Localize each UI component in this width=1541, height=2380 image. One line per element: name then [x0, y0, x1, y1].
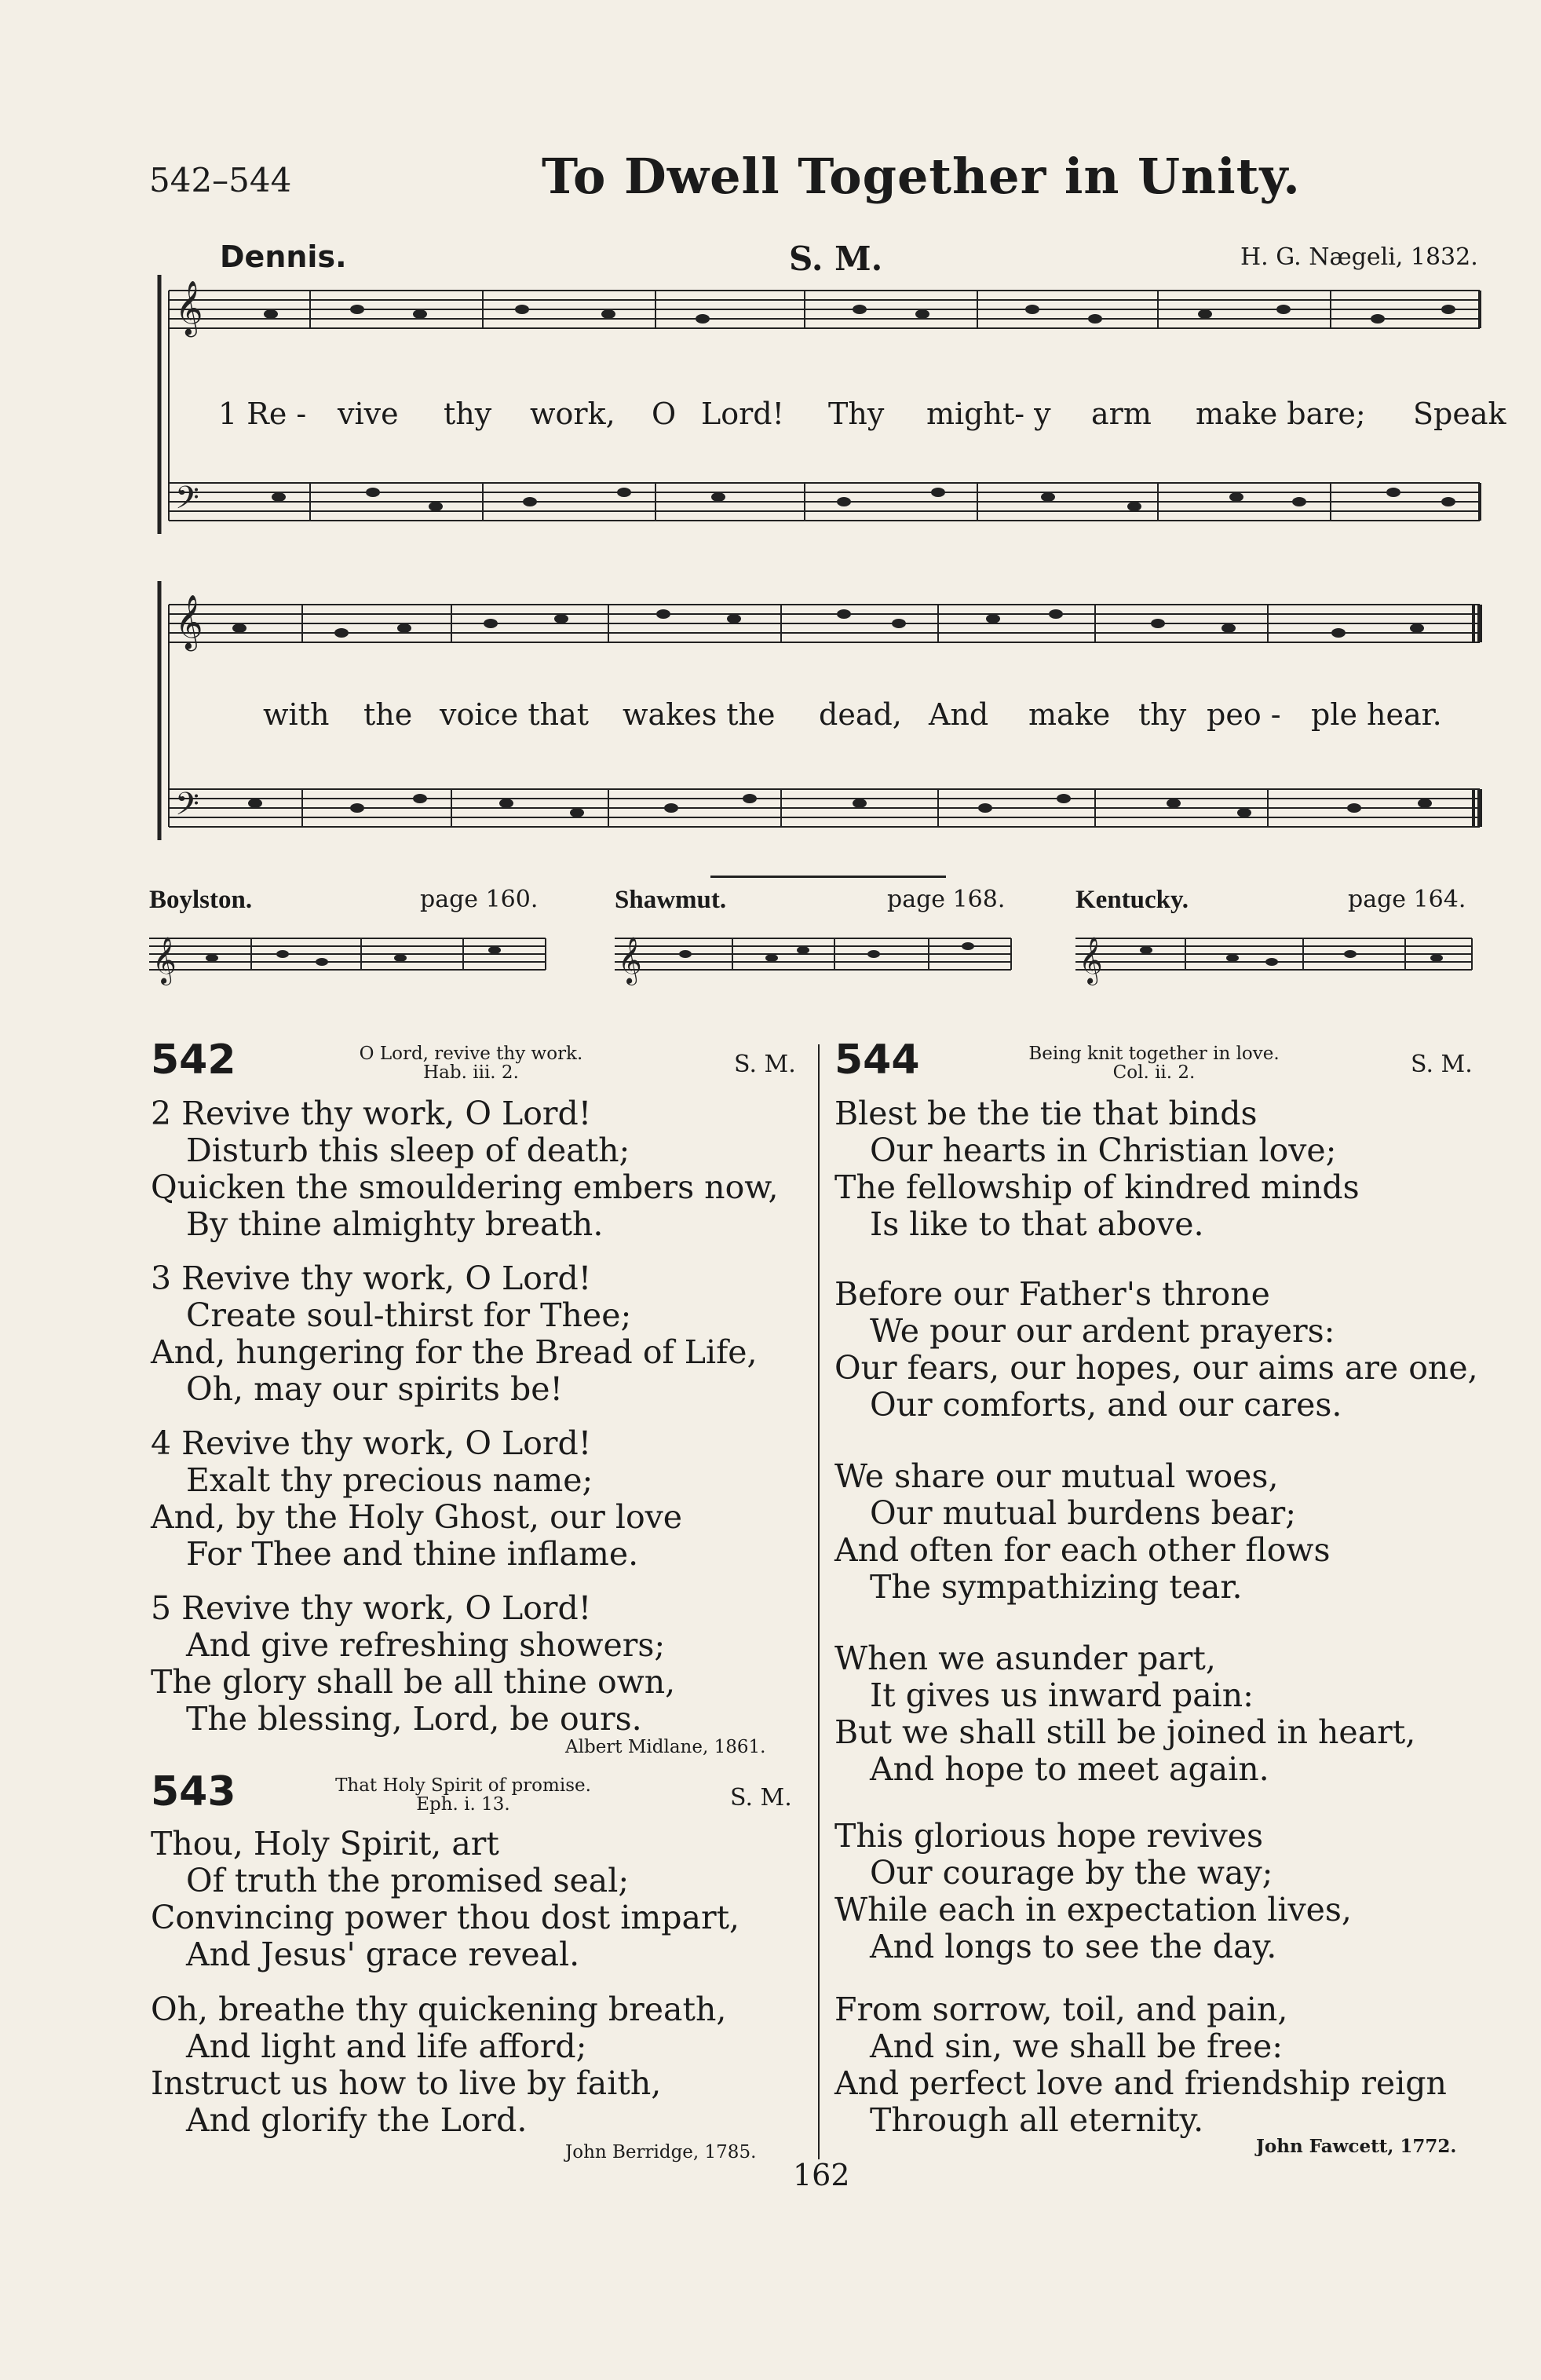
verse-line: Through all eternity.	[870, 2101, 1204, 2139]
verse-line: It gives us inward pain:	[870, 1676, 1254, 1714]
page-range: 542–544	[149, 161, 292, 199]
svg-text:𝄞: 𝄞	[618, 937, 642, 984]
page-number: 162	[793, 2158, 850, 2192]
lyric-word: dead,	[819, 697, 902, 732]
verse-line: Oh, may our spirits be!	[186, 1370, 563, 1408]
verse-line: We share our mutual woes,	[834, 1457, 1279, 1495]
verse-line: But we shall still be joined in heart,	[834, 1713, 1416, 1751]
verse-line: And light and life afford;	[186, 2027, 587, 2065]
alt-tune-name: Shawmut.	[615, 886, 727, 914]
lyric-word: with	[263, 697, 330, 732]
verse-line: And often for each other flows	[834, 1531, 1331, 1569]
verse-line: This glorious hope revives	[834, 1817, 1264, 1855]
tune-meter: S. M.	[789, 239, 883, 278]
hymn-meter: S. M.	[1411, 1051, 1473, 1078]
verse-line: And Jesus' grace reveal.	[186, 1936, 580, 1973]
lyric-word: Speak	[1413, 397, 1506, 431]
verse-line: Oh, breathe thy quickening breath,	[151, 1991, 727, 2028]
svg-text:𝄞: 𝄞	[175, 280, 203, 335]
verse-line: Blest be the tie that binds	[834, 1095, 1258, 1132]
hymn-author: John Berridge, 1785.	[565, 2142, 757, 2162]
verse-line: 2 Revive thy work, O Lord!	[151, 1095, 592, 1132]
verse-line: From sorrow, toil, and pain,	[834, 1991, 1288, 2028]
shawmut-rule	[710, 876, 946, 878]
verse-line: 4 Revive thy work, O Lord!	[151, 1424, 592, 1462]
lyric-word: the	[363, 697, 413, 732]
lyric-word: O	[652, 397, 677, 431]
verse-line: For Thee and thine inflame.	[186, 1535, 639, 1573]
verse-line: When we asunder part,	[834, 1640, 1216, 1677]
hymn-subtitle: Being knit together in love.	[1028, 1044, 1280, 1064]
verse-line: And give refreshing showers;	[186, 1626, 666, 1664]
lyric-word: make bare;	[1196, 397, 1366, 431]
alt-tune-name: Kentucky.	[1075, 886, 1189, 914]
lyric-word: wakes the	[623, 697, 776, 732]
verse-line: Create soul-thirst for Thee;	[186, 1296, 632, 1334]
column-divider	[818, 1044, 820, 2159]
alt-tune-page: page 164.	[1348, 886, 1466, 913]
verse-line: Disturb this sleep of death;	[186, 1132, 630, 1169]
svg-text:𝄞: 𝄞	[175, 594, 203, 649]
verse-line: We pour our ardent prayers:	[870, 1312, 1335, 1350]
lyric-word: make	[1028, 697, 1111, 732]
verse-line: Our comforts, and our cares.	[870, 1386, 1342, 1424]
lyric-word: work,	[530, 397, 615, 431]
lyric-word: 1 Re -	[218, 397, 307, 431]
verse-line: Exalt thy precious name;	[186, 1461, 593, 1499]
lyric-word: thy	[1138, 697, 1187, 732]
hymn-author: Albert Midlane, 1861.	[565, 1737, 766, 1757]
lyric-word: voice that	[440, 697, 590, 732]
verse-line: Our courage by the way;	[870, 1854, 1273, 1892]
lyric-word: Lord!	[701, 397, 784, 431]
lyric-word: thy	[444, 397, 492, 431]
verse-line: The glory shall be all thine own,	[151, 1663, 676, 1701]
verse-line: And perfect love and friendship reign	[834, 2064, 1447, 2102]
lyric-word: might- y	[926, 397, 1051, 431]
verse-line: Our mutual burdens bear;	[870, 1494, 1297, 1532]
verse-line: The blessing, Lord, be ours.	[186, 1700, 642, 1738]
lyric-word: Thy	[828, 397, 885, 431]
alt-tune-staff-shawmut	[615, 927, 1015, 1005]
verse-line: Quicken the smouldering embers now,	[151, 1168, 779, 1206]
verse-line: And glorify the Lord.	[186, 2101, 528, 2139]
alt-tune-staff-boylston	[149, 927, 550, 1005]
verse-line: 5 Revive thy work, O Lord!	[151, 1589, 592, 1627]
tune-name: Dennis.	[220, 239, 347, 274]
verse-line: And hope to meet again.	[870, 1750, 1269, 1788]
alt-tune-page: page 168.	[887, 886, 1006, 913]
verse-line: Instruct us how to live by faith,	[151, 2064, 662, 2102]
hymn-reference: Col. ii. 2.	[1112, 1062, 1196, 1083]
verse-line: Before our Father's throne	[834, 1275, 1270, 1313]
lyric-word: And	[929, 697, 989, 732]
verse-line: And longs to see the day.	[870, 1928, 1277, 1965]
verse-line: Thou, Holy Spirit, art	[151, 1825, 499, 1863]
verse-line: Is like to that above.	[870, 1205, 1204, 1243]
hymn-number: 542	[151, 1036, 236, 1084]
lyric-word: ple hear.	[1311, 697, 1442, 732]
verse-line: Our hearts in Christian love;	[870, 1132, 1337, 1169]
hymn-number: 543	[151, 1768, 236, 1815]
verse-line: And sin, we shall be free:	[870, 2027, 1284, 2065]
tune-composer: H. G. Nægeli, 1832.	[1240, 243, 1478, 271]
lyric-word: peo -	[1207, 697, 1281, 732]
alt-tune-name: Boylston.	[149, 886, 253, 914]
verse-line: Our fears, our hopes, our aims are one,	[834, 1349, 1478, 1387]
hymn-reference: Hab. iii. 2.	[423, 1062, 519, 1083]
verse-line: And, by the Holy Ghost, our love	[151, 1498, 683, 1536]
hymn-subtitle: O Lord, revive thy work.	[359, 1044, 583, 1064]
alt-tune-staff-kentucky	[1075, 927, 1476, 1005]
page-title: To Dwell Together in Unity.	[542, 148, 1301, 205]
verse-line: Of truth the promised seal;	[186, 1862, 630, 1899]
verse-line: The sympathizing tear.	[870, 1568, 1243, 1606]
lyric-word: vive	[338, 397, 399, 431]
alt-tune-page: page 160.	[420, 886, 539, 913]
svg-text:𝄢: 𝄢	[175, 480, 199, 524]
hymn-author: John Fawcett, 1772.	[1256, 2136, 1457, 2157]
hymn-meter: S. M.	[730, 1784, 792, 1812]
svg-text:𝄞: 𝄞	[1079, 937, 1103, 984]
hymn-number: 544	[834, 1036, 920, 1084]
verse-line: While each in expectation lives,	[834, 1891, 1352, 1928]
lyric-word: arm	[1091, 397, 1152, 431]
verse-line: And, hungering for the Bread of Life,	[151, 1333, 758, 1371]
verse-line: By thine almighty breath.	[186, 1205, 604, 1243]
svg-text:𝄞: 𝄞	[152, 937, 177, 984]
hymn-meter: S. M.	[734, 1051, 796, 1078]
verse-line: 3 Revive thy work, O Lord!	[151, 1259, 592, 1297]
hymn-reference: Eph. i. 13.	[416, 1794, 510, 1815]
svg-text:𝄢: 𝄢	[175, 786, 199, 830]
verse-line: Convincing power thou dost impart,	[151, 1899, 740, 1936]
verse-line: The fellowship of kindred minds	[834, 1168, 1360, 1206]
hymn-subtitle: That Holy Spirit of promise.	[335, 1775, 591, 1796]
